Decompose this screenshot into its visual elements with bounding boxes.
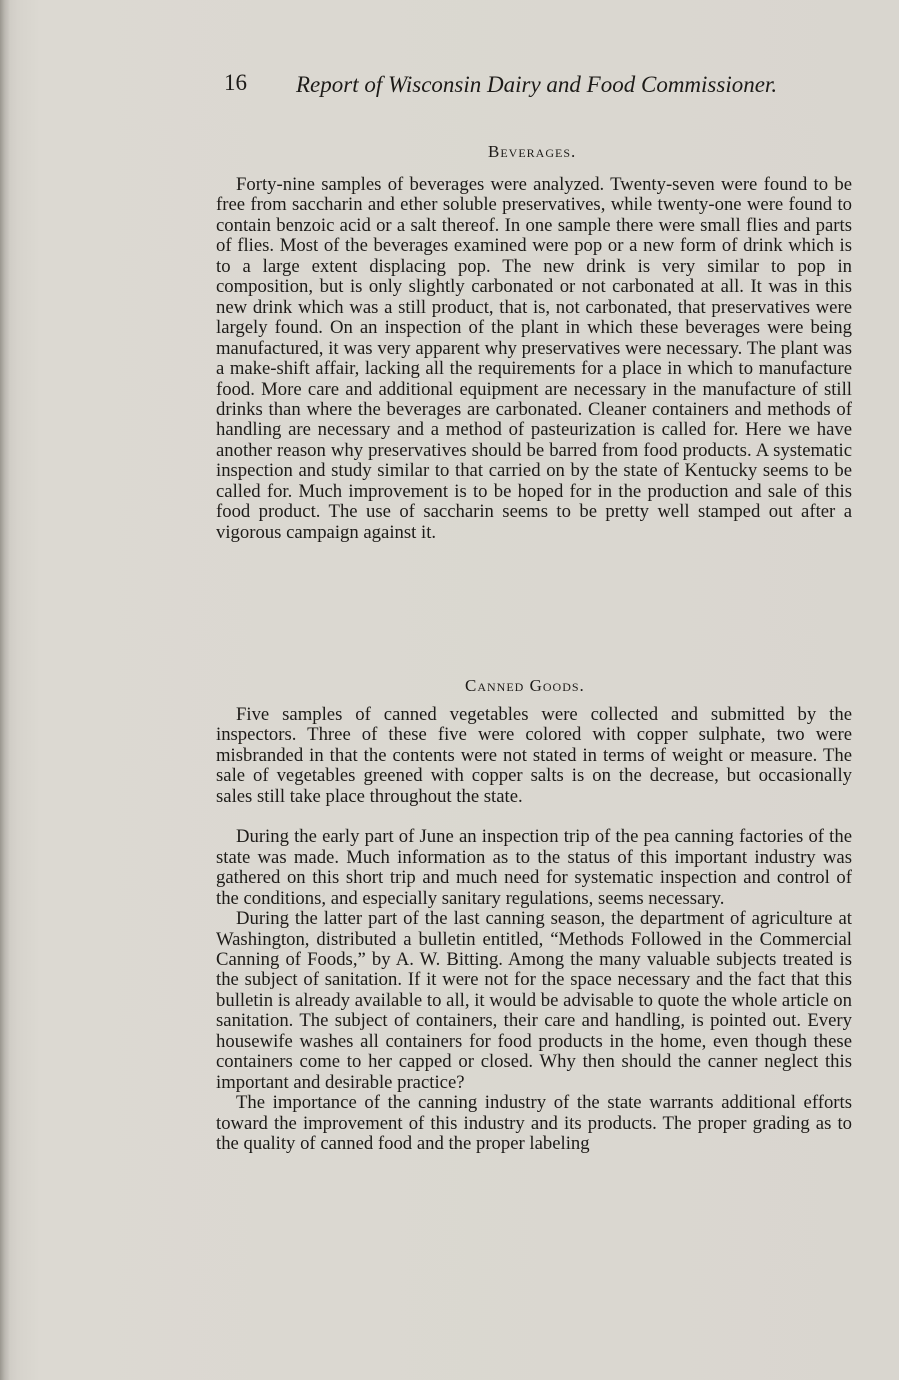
page-header: [224, 70, 804, 110]
paragraph: The importance of the canning industry of the state warrants additional efforts toward the improvement of this industry and its products. The proper grading as to the quality of canned food and the proper labeling: [216, 1092, 852, 1155]
section-body-beverages: [216, 175, 852, 543]
paragraph: During the latter part of the last canning season, the department of agriculture at Washington, distributed a bulletin entitled, “Methods Followed in the Commercial Canning of Foods,” by A. W. Bitting. Among the many valuable subjects treated is the subject of sanitation. If it were not for the space necessary and the fact that this bulletin is already available to all, it would be advisable to quote the whole article on sanitation. The subject of containers, their care and handling, is pointed out. Every housewife washes all containers for food products in the home, even though these containers come to her capped or closed. Why then should the canner neglect this important and desirable practice?: [216, 908, 852, 1093]
paragraph: During the early part of June an inspection trip of the pea canning factories of the state was made. Much information as to the status of this important industry was gathered on this short trip and much need for systematic inspection and control of the conditions, and especially sanitary regulations, seems necessary.: [216, 826, 852, 909]
section-heading-canned-goods: Canned Goods.: [465, 676, 585, 695]
running-title: Report of Wisconsin Dairy and Food Commissioner.: [296, 72, 778, 97]
page-number: 16: [224, 70, 247, 95]
section-body-canned-goods: [216, 705, 852, 1155]
paragraph: Five samples of canned vegetables were collected and submitted by the inspectors. Three of these five were colored with copper sulphate, two were misbranded in that the contents were not stated in terms of weight or measure. The sale of vegetables greened with copper salts is on the decrease, but occasionally sales still take place throughout the state.: [216, 704, 852, 807]
book-spine-shadow: [0, 0, 10, 1380]
section-heading-beverages: Beverages.: [488, 142, 577, 161]
paragraph: Forty-nine samples of beverages were analyzed. Twenty-seven were found to be free from saccharin and ether soluble preservatives, while twenty-one were found to contain benzoic acid or a salt thereof. In one sample there were small flies and parts of flies. Most of the beverages examined were pop or a new form of drink which is to a large extent displacing pop. The new drink is very similar to pop in composition, but is only slightly carbonated or not carbonated at all. It was in this new drink which was a still product, that is, not carbonated, that preservatives were largely found. On an inspection of the plant in which these beverages were being manufactured, it was very apparent why preservatives were necessary. The plant was a make-shift affair, lacking all the requirements for a place in which to manufacture food. More care and additional equipment are necessary in the manufacture of still drinks than where the beverages are carbonated. Cleaner containers and methods of handling are necessary and a method of pasteurization is called for. Here we have another reason why preservatives should be barred from food products. A systematic inspection and study similar to that carried on by the state of Kentucky seems to be called for. Much improvement is to be hoped for in the production and sale of this food product. The use of saccharin seems to be pretty well stamped out after a vigorous campaign against it.: [216, 174, 852, 543]
